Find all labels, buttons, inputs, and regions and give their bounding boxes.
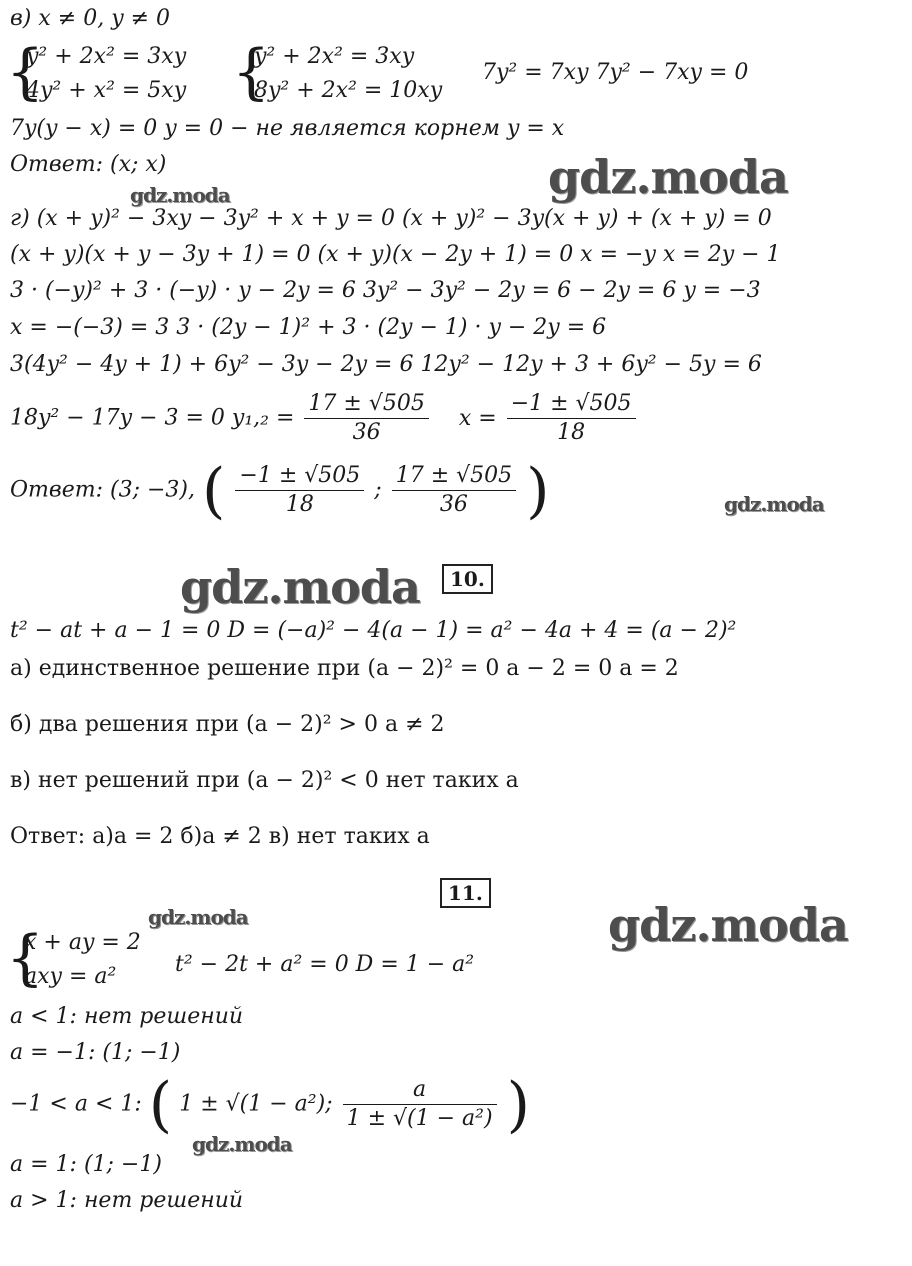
fraction-denominator: 18 — [285, 492, 314, 517]
task11-case-4: a = 1: (1; −1) — [10, 1152, 162, 1177]
task11-case-1: a < 1: нет решений — [10, 1004, 244, 1029]
part-v-factor: 7y(y − x) = 0 y = 0 − не является корнем y = x — [10, 116, 565, 141]
watermark: gdz.moda — [148, 905, 248, 929]
task-number-11: 11. — [440, 878, 491, 908]
task11-case-3 — [10, 1069, 530, 1140]
part-v-condition: в) x ≠ 0, y ≠ 0 — [10, 6, 171, 31]
watermark: gdz.moda — [608, 898, 848, 952]
case-3-x-value: 1 ± √(1 − a²); — [179, 1091, 333, 1117]
task11-equation: t² − 2t + a² = 0 D = 1 − a² — [175, 952, 475, 977]
watermark: gdz.moda — [192, 1132, 292, 1156]
fraction-numerator: 17 ± √505 — [392, 462, 516, 491]
part-g-line-4: x = −(−3) = 3 3 · (2y − 1)² + 3 · (2y − 1) · y − 2y = 6 — [10, 315, 607, 340]
left-paren: ( — [201, 455, 226, 526]
answer-fraction-1 — [235, 462, 364, 519]
fraction-numerator: 17 ± √505 — [304, 390, 428, 419]
case-3-fraction — [343, 1076, 497, 1133]
part-v-answer: Ответ: (x; x) — [10, 152, 167, 177]
part-g-line-2: (x + y)(x + y − 3y + 1) = 0 (x + y)(x − 2y + 1) = 0 x = −y x = 2y − 1 — [10, 242, 781, 267]
fraction-numerator: a — [343, 1076, 497, 1105]
system-brace: { — [6, 923, 45, 993]
system-2-row-1: y² + 2x² = 3xy — [254, 44, 415, 69]
fraction-numerator: −1 ± √505 — [507, 390, 636, 419]
task11-system-row-2: axy = a² — [24, 964, 117, 989]
right-paren: ) — [506, 1069, 530, 1140]
task11-case-5: a > 1: нет решений — [10, 1188, 244, 1213]
system-2-row-2: 8y² + 2x² = 10xy — [254, 78, 443, 103]
answer-fraction-2 — [392, 462, 516, 519]
fraction-denominator: 36 — [439, 492, 468, 517]
task10-case-b: б) два решения при (a − 2)² > 0 a ≠ 2 — [10, 712, 445, 737]
y-roots-fraction — [304, 390, 428, 447]
fraction-denominator: 36 — [352, 420, 381, 445]
task10-case-a: а) единственное решение при (a − 2)² = 0 a − 2 = 0 a = 2 — [10, 656, 679, 681]
fraction-denominator: 18 — [557, 420, 586, 445]
system-brace: { — [6, 37, 45, 107]
part-g-answer — [10, 455, 550, 526]
watermark: gdz.moda — [548, 150, 788, 204]
task10-equation: t² − at + a − 1 = 0 D = (−a)² − 4(a − 1) = a² − 4a + 4 = (a − 2)² — [10, 618, 737, 643]
watermark: gdz.moda — [724, 492, 824, 516]
case-3-condition: −1 < a < 1: — [10, 1091, 142, 1117]
system-1-row-1: y² + 2x² = 3xy — [26, 44, 187, 69]
task10-case-c: в) нет решений при (a − 2)² < 0 нет таких a — [10, 768, 519, 793]
quadratic-text: 18y² − 17y − 3 = 0 y₁,₂ = — [10, 405, 295, 431]
system-1 — [26, 40, 186, 108]
x-roots-fraction — [507, 390, 636, 447]
separator: ; — [374, 477, 382, 503]
answer-text: Ответ: (3; −3), — [10, 477, 195, 503]
task-number-10: 10. — [442, 564, 493, 594]
part-g-line-5: 3(4y² − 4y + 1) + 6y² − 3y − 2y = 6 12y² − 12y + 3 + 6y² − 5y = 6 — [10, 352, 762, 377]
task11-case-2: a = −1: (1; −1) — [10, 1040, 181, 1065]
part-g-line-1: г) (x + y)² − 3xy − 3y² + x + y = 0 (x + y)² − 3y(x + y) + (x + y) = 0 — [10, 206, 772, 231]
left-paren: ( — [148, 1069, 173, 1140]
fraction-denominator: 1 ± √(1 − a²) — [346, 1106, 493, 1131]
part-v-equation: 7y² = 7xy 7y² − 7xy = 0 — [482, 60, 749, 85]
x-equals: x = — [458, 405, 497, 431]
system-2 — [254, 40, 442, 108]
task10-answer: Ответ: а)a = 2 б)a ≠ 2 в) нет таких a — [10, 824, 430, 849]
task11-system — [24, 926, 141, 994]
fraction-numerator: −1 ± √505 — [235, 462, 364, 491]
system-brace: { — [232, 37, 271, 107]
watermark: gdz.moda — [130, 183, 230, 207]
part-g-line-3: 3 · (−y)² + 3 · (−y) · y − 2y = 6 3y² − 3y² − 2y = 6 − 2y = 6 y = −3 — [10, 278, 761, 303]
task11-system-row-1: x + ay = 2 — [24, 930, 141, 955]
system-1-row-2: 4y² + x² = 5xy — [26, 78, 187, 103]
right-paren: ) — [526, 455, 550, 526]
part-g-quadratic — [10, 390, 639, 447]
watermark: gdz.moda — [180, 560, 420, 614]
